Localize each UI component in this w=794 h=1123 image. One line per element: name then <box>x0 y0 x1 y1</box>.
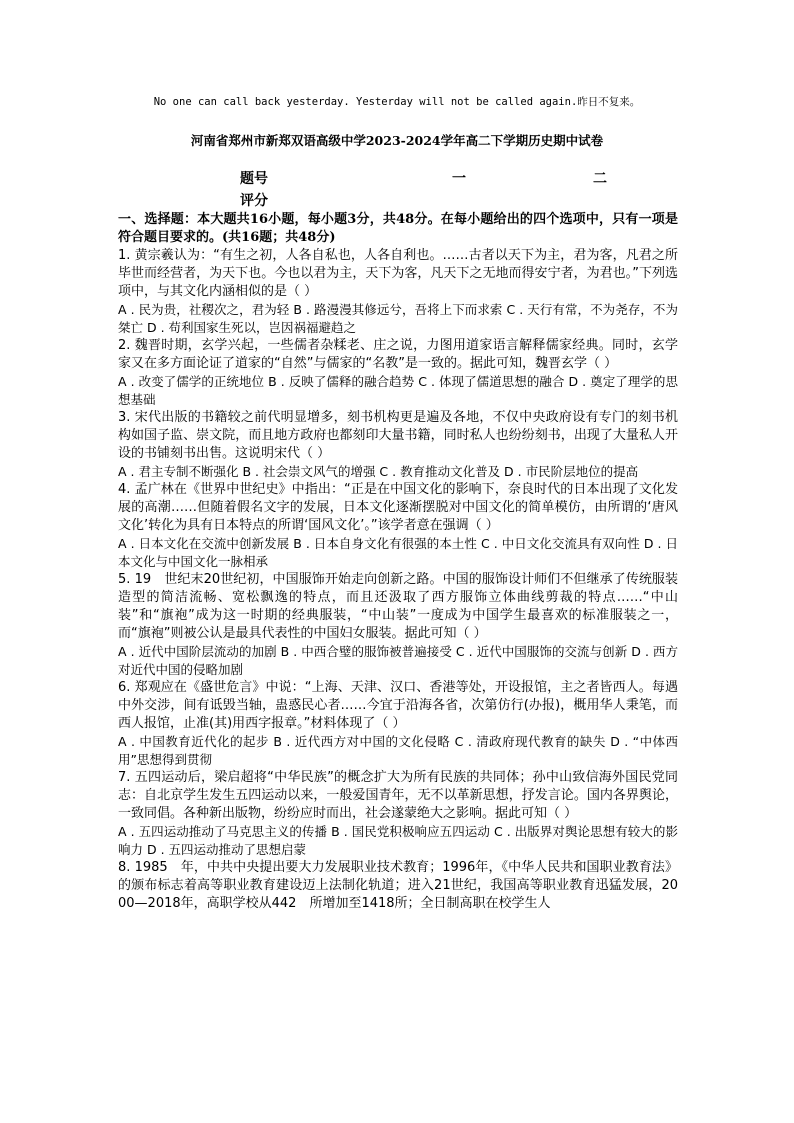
question-3 <box>118 409 678 481</box>
question-4 <box>118 481 678 571</box>
question-6 <box>118 679 678 769</box>
score-table-column-1: 一 <box>452 171 466 187</box>
question-stem: 5. 19 世纪末20世纪初，中国服饰开始走向创新之路。中国的服饰设计师们不但继承了传统服装造型的简洁流畅、宽松飘逸的特点，而且还汲取了西方服饰立体曲线剪裁的特点……“中山装”和“旗袍”成为这一时期的经典服装，“中山装”一度成为中国学生最喜欢的标准服装之一，而“旗袍”则被公认是最具代表性的中国妇女服装。据此可知（ ） <box>118 572 678 641</box>
score-table-question-label: 题号 <box>240 171 268 187</box>
question-stem: 3. 宋代出版的书籍较之前代明显增多，刻书机构更是遍及各地，不仅中央政府设有专门的刻书机构如国子监、崇文院，而且地方政府也都刻印大量书籍，同时私人也纷纷刻书，出现了大量私人开设的书铺刻书出售。这说明宋代（ ） <box>118 410 678 461</box>
question-stem: 4. 孟广林在《世界中世纪史》中指出：“正是在中国文化的影响下，奈良时代的日本出现了文化发展的高潮……但随着假名文字的发展，日本文化逐渐摆脱对中国文化的简单模仿，由所谓的‘唐风文化’转化为具有日本特点的所谓‘国风文化’。”该学者意在强调（ ） <box>118 482 678 533</box>
score-table-column-2: 二 <box>593 171 607 187</box>
question-8 <box>118 859 678 913</box>
question-stem: 7. 五四运动后，梁启超将“中华民族”的概念扩大为所有民族的共同体；孙中山致信海外国民党同志：自北京学生发生五四运动以来，一般爱国青年，无不以革新思想，抒发言论。国内各界舆论，一致同倡。各种新出版物，纷纷应时而出，社会遂蒙绝大之影响。据此可知（ ） <box>118 770 678 821</box>
question-stem: 6. 郑观应在《盛世危言》中说：“上海、天津、汉口、香港等处，开设报馆，主之者皆西人。每遇中外交涉，间有诋毁当轴，蛊惑民心者……今宜于沿海各省，次第仿行(办报)，概用华人秉笔，而西人报馆，止准(其)用西字报章。”材料体现了（ ） <box>118 680 678 731</box>
question-options: A . 改变了儒学的正统地位 B . 反映了儒释的融合趋势 C . 体现了儒道思想的融合 D . 奠定了理学的思想基础 <box>118 374 678 407</box>
score-table-score-label: 评分 <box>240 193 268 209</box>
question-options: A . 君主专制不断强化 B . 社会崇文风气的增强 C . 教育推动文化普及 D . 市民阶层地位的提高 <box>118 464 639 479</box>
question-stem: 8. 1985 年，中共中央提出要大力发展职业技术教育；1996年，《中华人民共和国职业教育法》的颁布标志着高等职业教育建设迈上法制化轨道；进入21世纪，我国高等职业教育迅猛发展，2000—2018年，高职学校从442 所增加至1418所；全日制高职在校学生人 <box>118 860 678 911</box>
question-stem: 2. 魏晋时期，玄学兴起，一些儒者杂糅老、庄之说，力图用道家语言解释儒家经典。同时，玄学家又在多方面论证了道家的“自然”与儒家的“名教”是一致的。据此可知，魏晋玄学（ ） <box>118 338 678 371</box>
question-stem: 1. 黄宗羲认为：“有生之初，人各自私也，人各自利也。……古者以天下为主，君为客，凡君之所毕世而经营者，为天下也。今也以君为主，天下为客，凡天下之无地而得安宁者，为君也。”下列选项中，与其文化内涵相似的是（ ） <box>118 248 678 299</box>
question-options: A . 日本文化在交流中创新发展 B . 日本自身文化有很强的本土性 C . 中日文化交流具有双向性 D . 日本文化与中国文化一脉相承 <box>118 536 678 569</box>
question-options: A . 民为贵，社稷次之，君为轻 B . 路漫漫其修远兮，吾将上下而求索 C . 天行有常，不为尧存，不为桀亡 D . 苟利国家生死以，岂因祸福避趋之 <box>118 302 678 335</box>
question-2 <box>118 337 678 409</box>
question-options: A . 中国教育近代化的起步 B . 近代西方对中国的文化侵略 C . 清政府现代教育的缺失 D . “中体西用”思想得到贯彻 <box>118 734 678 767</box>
header-quote: No one can call back yesterday. Yesterday will not be called again.昨日不复来。 <box>153 96 641 108</box>
page-title: 河南省郑州市新郑双语高级中学2023-2024学年高二下学期历史期中试卷 <box>190 133 604 148</box>
section-heading: 一、选择题：本大题共16小题，每小题3分，共48分。在每小题给出的四个选项中，只有一项是符合题目要求的。(共16题；共48分) <box>118 212 678 245</box>
question-1 <box>118 247 678 337</box>
question-7 <box>118 769 678 859</box>
exam-content <box>118 211 678 913</box>
question-options: A . 五四运动推动了马克思主义的传播 B . 国民党积极响应五四运动 C . 出版界对舆论思想有较大的影响力 D . 五四运动推动了思想启蒙 <box>118 824 678 857</box>
question-options: A . 近代中国阶层流动的加剧 B . 中西合璧的服饰被普遍接受 C . 近代中国服饰的交流与创新 D . 西方对近代中国的侵略加剧 <box>118 644 678 677</box>
question-5 <box>118 571 678 679</box>
